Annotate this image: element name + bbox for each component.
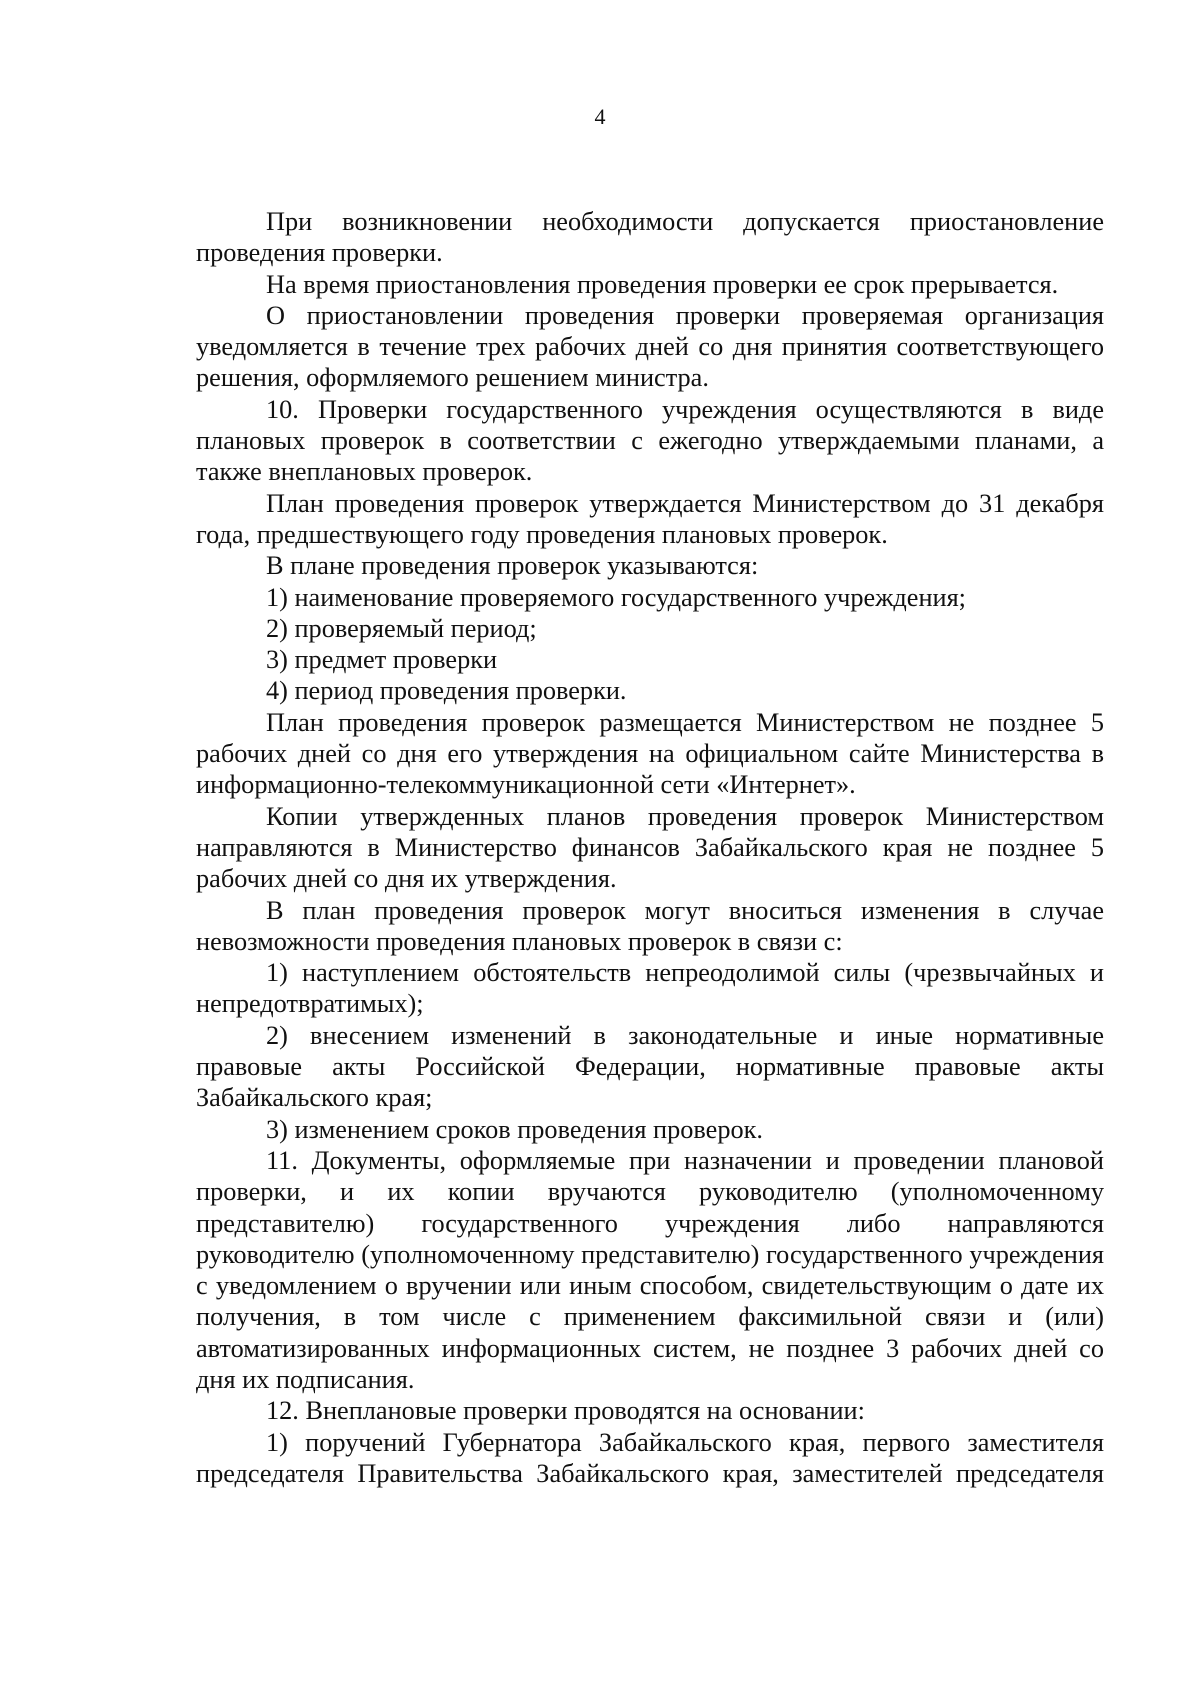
paragraph: План проведения проверок размещается Министерством не позднее 5 рабочих дней со дня его утверждения на официальном сайте Министерства в информационно-телекоммуникационной сети «Интернет». — [196, 707, 1104, 800]
paragraph: В план проведения проверок могут вноситься изменения в случае невозможности проведения плановых проверок в связи с: — [196, 895, 1104, 956]
paragraph: План проведения проверок утверждается Министерством до 31 декабря года, предшествующего году проведения плановых проверок. — [196, 488, 1104, 549]
paragraph: О приостановлении проведения проверки проверяемая организация уведомляется в течение трех рабочих дней со дня принятия соответствующего решения, оформляемого решением министра. — [196, 300, 1104, 393]
list-item: 4) период проведения проверки. — [266, 676, 627, 706]
list-item: 2) внесением изменений в законодательные и иные нормативные правовые акты Российской Федерации, нормативные правовые акты Забайкальского края; — [196, 1020, 1104, 1113]
list-item: 2) проверяемый период; — [266, 613, 537, 643]
list-item: 1) наступлением обстоятельств непреодолимой силы (чрезвычайных и непредотвратимых); — [196, 958, 1104, 1019]
paragraph: На время приостановления проведения проверки ее срок прерывается. — [266, 269, 1059, 299]
paragraph: 10. Проверки государственного учреждения осуществляются в виде плановых проверок в соответствии с ежегодно утверждаемыми планами, а также внеплановых проверок. — [196, 394, 1104, 487]
list-item: 1) наименование проверяемого государственного учреждения; — [266, 582, 966, 612]
list-item: 3) предмет проверки — [266, 645, 498, 675]
paragraph: 11. Документы, оформляемые при назначении и проведении плановой проверки, и их копии вручаются руководителю (уполномоченному представителю) государственного учреждения либо направляются руководителю (уполномоченному представителю) государственного учреждения с уведомлением о вручении или иным способом, свидетельствующим о дате их получения, в том числе с применением факсимильной связи и (или) автоматизированных информационных систем, не позднее 3 рабочих дней со дня их подписания. — [196, 1145, 1104, 1394]
paragraph: В плане проведения проверок указываются: — [266, 551, 759, 581]
list-item: 1) поручений Губернатора Забайкальского края, первого заместителя председателя Правительства Забайкальского края, заместителей председателя — [196, 1427, 1104, 1488]
page-number: 4 — [594, 104, 606, 129]
document-body — [196, 206, 1104, 1489]
list-item: 3) изменением сроков проведения проверок. — [266, 1114, 763, 1144]
paragraph: Копии утвержденных планов проведения проверок Министерством направляются в Министерство финансов Забайкальского края не позднее 5 рабочих дней со дня их утверждения. — [196, 801, 1104, 894]
paragraph: 12. Внеплановые проверки проводятся на основании: — [266, 1396, 865, 1426]
paragraph: При возникновении необходимости допускается приостановление проведения проверки. — [196, 207, 1104, 268]
